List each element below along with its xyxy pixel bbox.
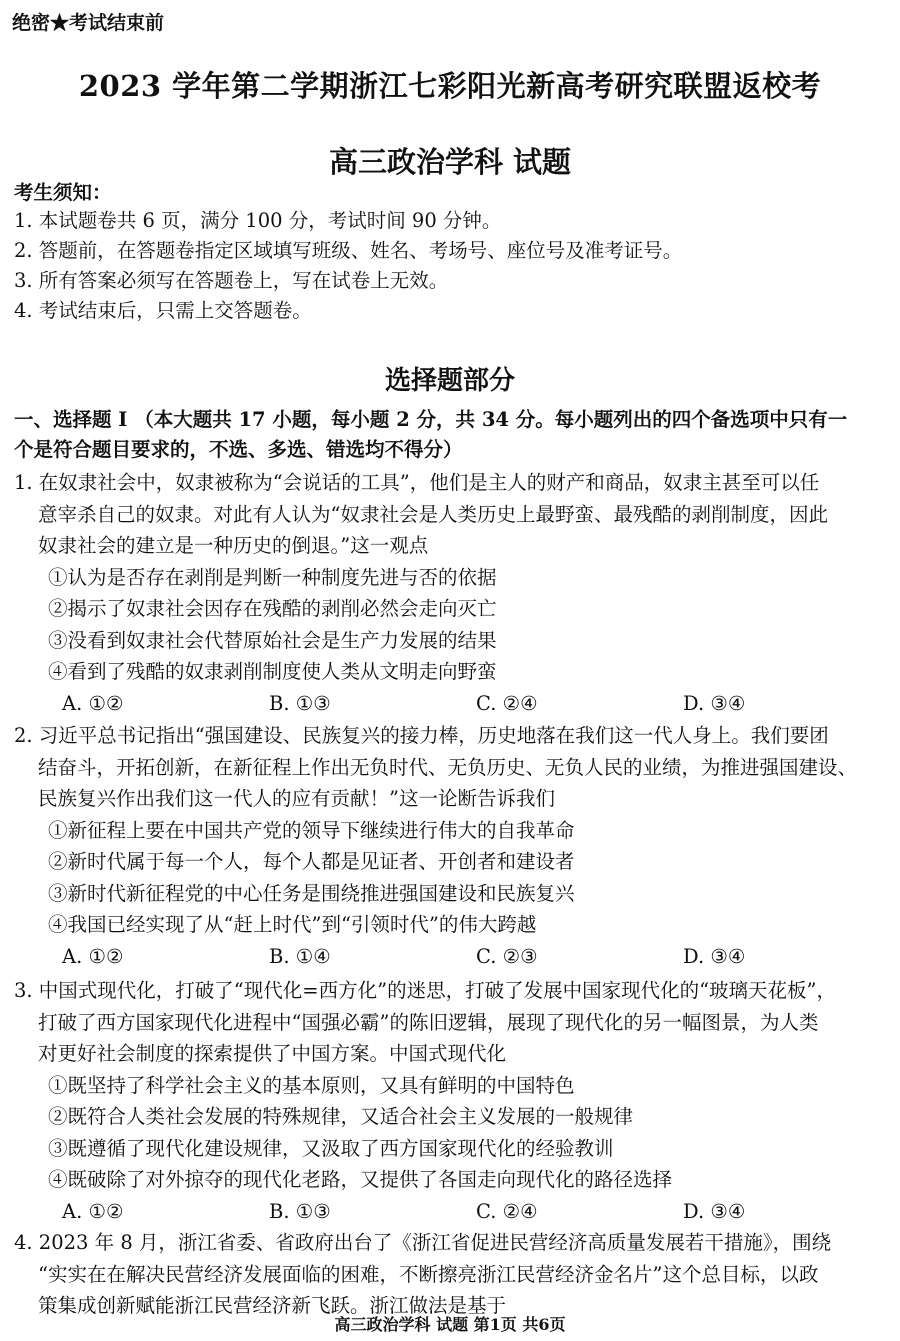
choice-d: D. ③④ xyxy=(683,1199,746,1223)
choice-b: B. ①③ xyxy=(269,691,331,715)
question-stem-line: 民族复兴作出我们这一代人的应有贡献！”这一论断告诉我们 xyxy=(38,787,555,810)
notice-item: 2. 答题前，在答题卷指定区域填写班级、姓名、考场号、座位号及准考证号。 xyxy=(14,239,683,262)
question-stem-line: 2. 习近平总书记指出“强国建设、民族复兴的接力棒，历史地落在我们这一代人身上。我们要团 xyxy=(14,724,829,747)
question-option: ①新征程上要在中国共产党的领导下继续进行伟大的自我革命 xyxy=(48,818,575,842)
choice-c: C. ②③ xyxy=(476,944,538,968)
question-1 xyxy=(14,467,890,719)
question-option: ③新时代新征程党的中心任务是围绕推进强国建设和民族复兴 xyxy=(48,881,575,905)
answer-choices xyxy=(14,941,890,973)
choice-a: A. ①② xyxy=(62,944,124,968)
question-option: ③没看到奴隶社会代替原始社会是生产力发展的结果 xyxy=(48,628,497,652)
part-line: 个是符合题目要求的，不选、多选、错选均不得分） xyxy=(14,438,463,461)
question-stem-line: 4. 2023 年 8 月，浙江省委、省政府出台了《浙江省促进民营经济高质量发展若干措施》，围绕 xyxy=(14,1231,832,1254)
notice-list xyxy=(14,206,890,326)
question-stem-line: 奴隶社会的建立是一种历史的倒退。”这一观点 xyxy=(38,534,429,557)
question-option: ④既破除了对外掠夺的现代化老路，又提供了各国走向现代化的路径选择 xyxy=(48,1168,673,1191)
question-option: ④我国已经实现了从“赶上时代”到“引领时代”的伟大跨越 xyxy=(48,913,537,936)
exam-title: 2023 学年第二学期浙江七彩阳光新高考研究联盟返校考 xyxy=(78,69,822,103)
part-line: 一、选择题 I （本大题共 17 小题，每小题 2 分，共 34 分。每小题列出的四个备选项中只有一 xyxy=(14,408,848,431)
exam-subtitle: 高三政治学科 试题 xyxy=(328,145,572,179)
question-option: ①认为是否存在剥削是判断一种制度先进与否的依据 xyxy=(48,565,497,589)
question-option: ④看到了残酷的奴隶剥削制度使人类从文明走向野蛮 xyxy=(48,660,497,683)
question-option: ①既坚持了科学社会主义的基本原则，又具有鲜明的中国特色 xyxy=(48,1073,575,1097)
question-stem-line: “实实在在解决民营经济发展面临的困难，不断擦亮浙江民营经济金名片”这个总目标，以政 xyxy=(38,1262,819,1286)
question-stem-line: 1. 在奴隶社会中，奴隶被称为“会说话的工具”，他们是主人的财产和商品，奴隶主甚至可以任 xyxy=(14,471,820,494)
question-2 xyxy=(14,720,890,972)
choice-d: D. ③④ xyxy=(683,944,746,968)
answer-choices xyxy=(14,1196,890,1228)
question-option: ②既符合人类社会发展的特殊规律，又适合社会主义发展的一般规律 xyxy=(48,1105,634,1128)
notice-heading: 考生须知： xyxy=(14,181,112,204)
notice-item: 4. 考试结束后，只需上交答题卷。 xyxy=(14,299,312,322)
choice-c: C. ②④ xyxy=(476,1199,538,1223)
choice-b: B. ①④ xyxy=(269,944,331,968)
choice-d: D. ③④ xyxy=(683,691,746,715)
notice-item: 3. 所有答案必须写在答题卷上，写在试卷上无效。 xyxy=(14,269,449,292)
question-stem-line: 打破了西方国家现代化进程中“国强必霸”的陈旧逻辑，展现了现代化的另一幅图景，为人类 xyxy=(38,1010,819,1034)
part-instructions xyxy=(14,405,890,465)
answer-choices xyxy=(14,688,890,720)
choice-a: A. ①② xyxy=(62,1199,124,1223)
question-stem-line: 3. 中国式现代化，打破了“现代化=西方化”的迷思，打破了发展中国家现代化的“玻璃天花板”， xyxy=(14,979,837,1002)
question-3 xyxy=(14,975,890,1227)
choice-a: A. ①② xyxy=(62,691,124,715)
question-4 xyxy=(14,1227,890,1322)
section-title: 选择题部分 xyxy=(384,366,515,396)
question-stem-line: 意宰杀自己的奴隶。对此有人认为“奴隶社会是人类历史上最野蛮、最残酷的剥削制度，因此 xyxy=(38,502,828,526)
page-footer: 高三政治学科 试题 第1页 共6页 xyxy=(334,1315,566,1334)
question-option: ②揭示了奴隶社会因存在残酷的剥削必然会走向灭亡 xyxy=(48,597,497,620)
question-stem-line: 策集成创新赋能浙江民营经济新飞跃。浙江做法是基于 xyxy=(38,1294,507,1317)
question-option: ②新时代属于每一个人，每个人都是见证者、开创者和建设者 xyxy=(48,850,575,873)
secret-mark: 绝密★考试结束前 xyxy=(12,12,165,34)
choice-b: B. ①③ xyxy=(269,1199,331,1223)
question-stem-line: 对更好社会制度的探索提供了中国方案。中国式现代化 xyxy=(38,1042,507,1065)
question-option: ③既遵循了现代化建设规律，又汲取了西方国家现代化的经验教训 xyxy=(48,1136,614,1160)
choice-c: C. ②④ xyxy=(476,691,538,715)
notice-item: 1. 本试题卷共 6 页，满分 100 分，考试时间 90 分钟。 xyxy=(14,209,502,232)
question-stem-line: 结奋斗，开拓创新，在新征程上作出无负时代、无负历史、无负人民的业绩，为推进强国建设、 xyxy=(38,755,858,779)
